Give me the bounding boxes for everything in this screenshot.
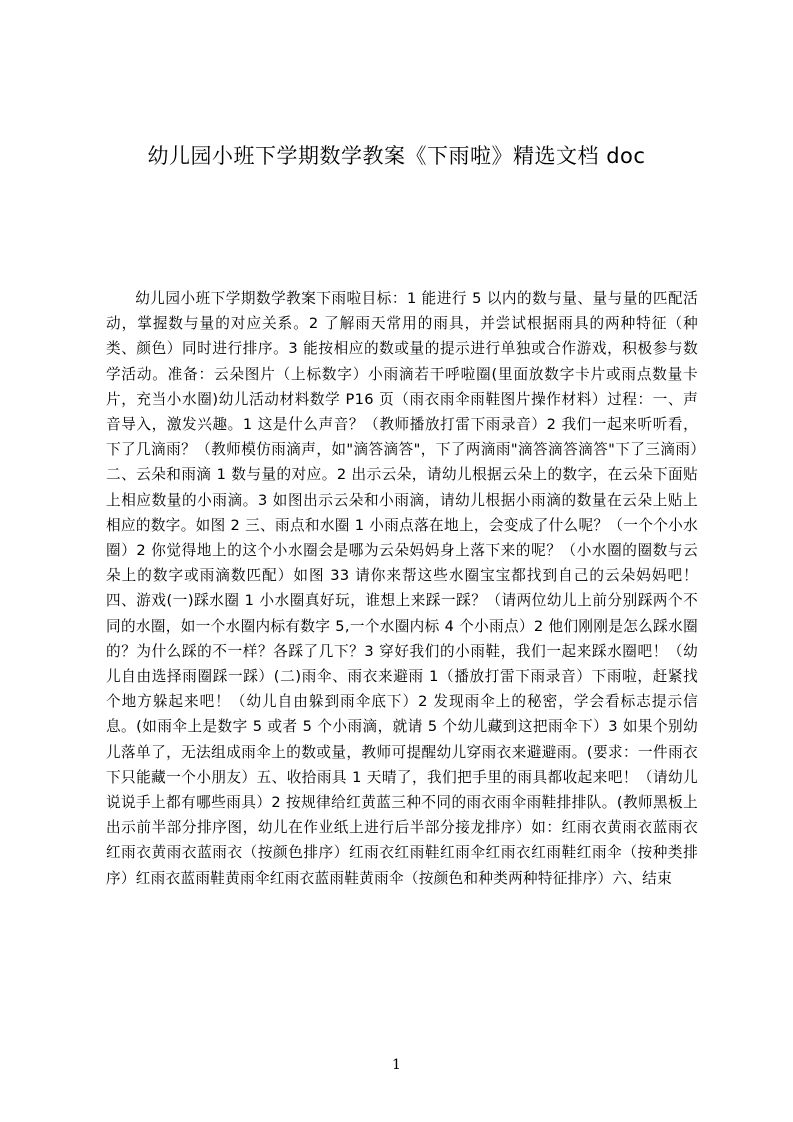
page-number: 1 [392, 1057, 401, 1073]
document-body-paragraph: 幼儿园小班下学期数学教案下雨啦目标：1 能进行 5 以内的数与量、量与量的匹配活动，掌握数与量的对应关系。2 了解雨天常用的雨具，并尝试根据雨具的两种特征（种类、颜色）同时进行排序。3 能按相应的数或量的提示进行单独或合作游戏，积极参与数学活动。准备：云朵图片（上标数字）小雨滴若干呼啦圈(里面放数字卡片或雨点数量卡片，充当小水圈)幼儿活动材料数学 P16 页（雨衣雨伞雨鞋图片操作材料）过程：一、声音导入，激发兴趣。1 这是什么声音？（教师播放打雷下雨录音）2 我们一起来听听看，下了几滴雨？（教师模仿雨滴声，如"滴答滴答"，下了两滴雨"滴答滴答滴答"下了三滴雨）二、云朵和雨滴 1 数与量的对应。2 出示云朵，请幼儿根据云朵上的数字，在云朵下面贴上相应数量的小雨滴。3 如图出示云朵和小雨滴，请幼儿根据小雨滴的数量在云朵上贴上相应的数字。如图 2 三、雨点和水圈 1 小雨点落在地上，会变成了什么呢？（一个个小水圈）2 你觉得地上的这个小水圈会是哪为云朵妈妈身上落下来的呢？（小水圈的圈数与云朵上的数字或雨滴数匹配）如图 33 请你来帮这些水圈宝宝都找到自己的云朵妈妈吧！四、游戏(一)踩水圈 1 小水圈真好玩，谁想上来踩一踩？（请两位幼儿上前分别踩两个不同的水圈，如一个水圈内标有数字 5,一个水圈内标 4 个小雨点）2 他们刚刚是怎么踩水圈的？为什么踩的不一样？各踩了几下？3 穿好我们的小雨鞋，我们一起来踩水圈吧！（幼儿自由选择雨圈踩一踩）(二)雨伞、雨衣来避雨 1（播放打雷下雨录音）下雨啦，赶紧找个地方躲起来吧！（幼儿自由躲到雨伞底下）2 发现雨伞上的秘密，学会看标志提示信息。(如雨伞上是数字 5 或者 5 个小雨滴，就请 5 个幼儿藏到这把雨伞下）3 如果个别幼儿落单了，无法组成雨伞上的数或量，教师可提醒幼儿穿雨衣来避避雨。(要求：一件雨衣下只能藏一个小朋友）五、收拾雨具 1 天晴了，我们把手里的雨具都收起来吧！（请幼儿说说手上都有哪些雨具）2 按规律给红黄蓝三种不同的雨衣雨伞雨鞋排排队。(教师黑板上出示前半部分排序图，幼儿在作业纸上进行后半部分接龙排序）如：红雨衣黄雨衣蓝雨衣红雨衣黄雨衣蓝雨衣（按颜色排序）红雨衣红雨鞋红雨伞红雨衣红雨鞋红雨伞（按种类排序）红雨衣蓝雨鞋黄雨伞红雨衣蓝雨鞋黄雨伞（按颜色和种类两种特征排序）六、结束 [106, 290, 698, 887]
document-title: 幼儿园小班下学期数学教案《下雨啦》精选文档 doc [147, 144, 646, 168]
